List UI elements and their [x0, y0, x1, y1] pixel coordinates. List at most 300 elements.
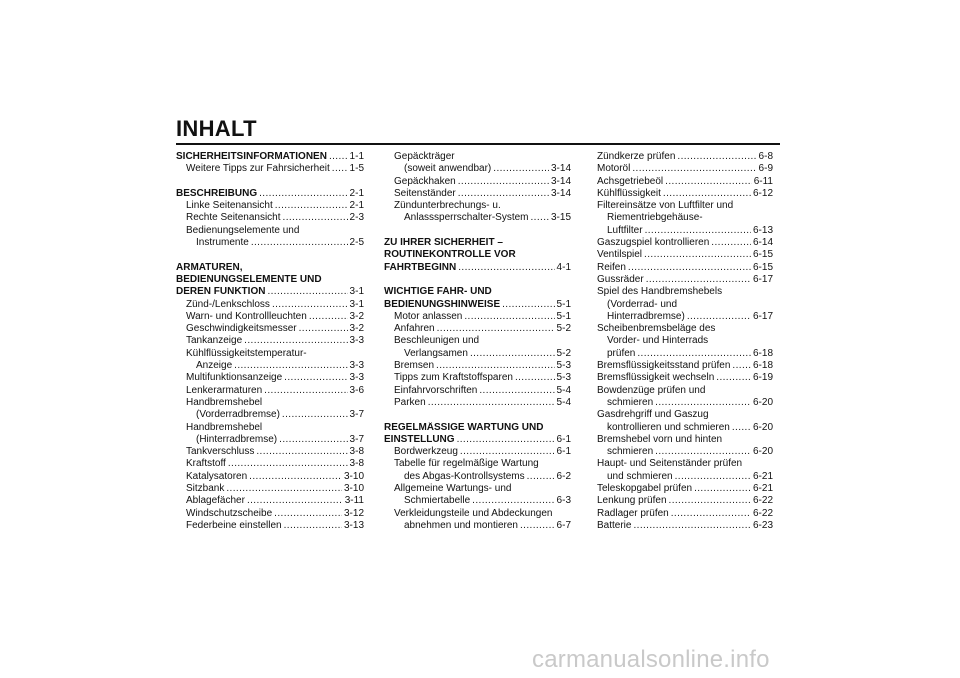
toc-entry-label: Einfahrvorschriften [394, 384, 478, 396]
toc-page-number: 6-7 [556, 519, 571, 531]
toc-entry-label: (Vorderrad- und [607, 298, 678, 310]
toc-entry-label: schmieren [607, 446, 654, 458]
toc-page-number: 4-1 [556, 261, 571, 273]
toc-page-number: 6-13 [752, 224, 773, 236]
toc-page-number: 3-7 [349, 409, 364, 421]
toc-page-number: 5-4 [556, 396, 571, 408]
toc-entry-label: Zünd-/Lenkschloss [186, 298, 270, 310]
toc-entry [597, 409, 773, 421]
toc-entry-label: REGELMÄSSIGE WARTUNG UND [384, 421, 544, 433]
toc-entry[interactable] [384, 520, 571, 532]
toc-page-number: 3-7 [349, 433, 364, 445]
toc-page-number: 3-14 [550, 175, 571, 187]
toc-entry-label: Instrumente [196, 237, 249, 249]
dot-leader [665, 176, 752, 188]
toc-entry[interactable] [176, 372, 364, 384]
watermark-footer: carmanualsonline.info [532, 646, 770, 673]
toc-entry-label: BEDIENUNGSHINWEISE [384, 298, 501, 310]
toc-entry[interactable] [597, 188, 773, 200]
toc-entry[interactable] [176, 434, 364, 446]
toc-entry[interactable] [176, 360, 364, 372]
toc-entry[interactable] [597, 520, 773, 532]
toc-entry[interactable] [384, 323, 571, 335]
toc-page-number: 6-23 [752, 519, 773, 531]
toc-entry-label: Gasdrehgriff und Gaszug [597, 409, 709, 421]
toc-entry-label: Ablagefächer [186, 495, 245, 507]
toc-entry [597, 200, 773, 212]
toc-entry-label: Tankverschluss [186, 446, 255, 458]
dot-leader [436, 360, 555, 372]
toc-entry-label: kontrollieren und schmieren [607, 421, 730, 433]
toc-section-heading[interactable] [176, 188, 364, 200]
dot-leader [460, 446, 555, 458]
toc-entry[interactable] [384, 385, 571, 397]
toc-entry-label: Tabelle für regelmäßige Wartung [394, 458, 539, 470]
toc-entry[interactable] [176, 520, 364, 532]
dot-leader [637, 348, 751, 360]
toc-entry[interactable] [597, 163, 773, 175]
dot-leader [279, 434, 347, 446]
toc-entry [384, 508, 571, 520]
toc-page-number: 6-8 [758, 151, 773, 162]
dot-leader [644, 249, 751, 261]
dot-leader [671, 508, 751, 520]
toc-entry[interactable] [597, 262, 773, 274]
toc-entry-label: Seitenständer [394, 187, 456, 199]
dot-leader [428, 397, 555, 409]
toc-entry-label: Motor anlassen [394, 310, 463, 322]
dot-leader [732, 360, 751, 372]
dot-leader [251, 237, 348, 249]
toc-entry [384, 151, 571, 163]
dot-leader [274, 508, 342, 520]
toc-entry [597, 458, 773, 470]
toc-section-heading[interactable] [384, 299, 571, 311]
toc-entry[interactable] [597, 151, 773, 163]
dot-leader [249, 471, 342, 483]
toc-entry[interactable] [384, 372, 571, 384]
toc-entry-label: Katalysatoren [186, 470, 248, 482]
dot-leader [228, 458, 348, 470]
toc-page-number: 6-15 [752, 261, 773, 273]
toc-entry [384, 458, 571, 470]
toc-entry[interactable] [176, 495, 364, 507]
dot-leader [632, 163, 756, 175]
toc-entry[interactable] [176, 409, 364, 421]
toc-entry [597, 212, 773, 224]
toc-entry [384, 200, 571, 212]
dot-leader [655, 397, 751, 409]
dot-leader [275, 200, 348, 212]
dot-leader [694, 483, 751, 495]
toc-page-number: 6-22 [752, 495, 773, 507]
toc-page-number: 3-14 [550, 163, 571, 175]
toc-entry[interactable] [176, 299, 364, 311]
toc-entry [597, 286, 773, 298]
toc-entry[interactable] [384, 348, 571, 360]
toc-entry[interactable] [597, 249, 773, 261]
toc-entry-label: Verlangsamen [404, 347, 468, 359]
page-title: INHALT [176, 116, 257, 141]
toc-entry[interactable] [597, 360, 773, 372]
toc-entry-label: Verkleidungsteile und Abdeckungen [394, 507, 553, 519]
toc-section-heading[interactable] [384, 262, 571, 274]
dot-leader [329, 151, 348, 163]
dot-leader [493, 163, 549, 175]
toc-entry-label: (soweit anwendbar) [404, 163, 492, 175]
toc-column-1 [176, 151, 364, 532]
toc-page-number: 6-9 [758, 163, 773, 175]
toc-entry-label: Gaszugspiel kontrollieren [597, 237, 710, 249]
toc-entry[interactable] [384, 495, 571, 507]
toc-page-number: 6-3 [556, 495, 571, 507]
toc-page-number: 6-18 [752, 347, 773, 359]
toc-page-number: 6-18 [752, 360, 773, 372]
toc-entry[interactable] [597, 422, 773, 434]
toc-page-number: 3-10 [343, 470, 364, 482]
toc-page-number: 6-2 [556, 470, 571, 482]
toc-entry [176, 225, 364, 237]
toc-section-heading[interactable] [176, 151, 364, 163]
toc-page-number: 3-8 [349, 446, 364, 458]
toc-entry-label: Allgemeine Wartungs- und [394, 483, 512, 495]
toc-entry-label: Filtereinsätze von Luftfilter und [597, 200, 734, 212]
toc-section-heading[interactable] [176, 286, 364, 298]
toc-entry[interactable] [384, 397, 571, 409]
toc-entry-label: Hinterradbremse) [607, 310, 685, 322]
toc-entry-label: Anlasssperrschalter-System [404, 212, 529, 224]
toc-section-heading [384, 237, 571, 249]
toc-spacer [384, 274, 571, 286]
toc-entry-label: Anfahren [394, 323, 435, 335]
toc-entry[interactable] [597, 274, 773, 286]
toc-entry-label: Federbeine einstellen [186, 519, 282, 531]
toc-page-number: 5-3 [556, 372, 571, 384]
toc-entry[interactable] [597, 225, 773, 237]
toc-entry[interactable] [384, 163, 571, 175]
toc-entry [176, 422, 364, 434]
toc-entry[interactable] [176, 385, 364, 397]
toc-entry[interactable] [597, 176, 773, 188]
toc-page-number: 6-20 [752, 446, 773, 458]
toc-entry[interactable] [176, 483, 364, 495]
toc-entry-label: Teleskopgabel prüfen [597, 483, 693, 495]
toc-page-number: 6-20 [752, 421, 773, 433]
toc-page-number: 3-3 [349, 360, 364, 372]
toc-entry-label: Bremsflüssigkeitsstand prüfen [597, 360, 731, 372]
toc-entry-label: Beschleunigen und [394, 335, 480, 347]
toc-page-number: 5-2 [556, 347, 571, 359]
toc-section-heading [176, 262, 364, 274]
dot-leader [655, 446, 751, 458]
toc-entry [597, 299, 773, 311]
dot-leader [283, 212, 348, 224]
dot-leader [284, 372, 347, 384]
dot-leader [530, 212, 549, 224]
dot-leader [502, 299, 554, 311]
toc-entry-label: Schmiertabelle [404, 495, 471, 507]
toc-page-number: 3-3 [349, 372, 364, 384]
toc-entry[interactable] [384, 471, 571, 483]
toc-entry-label: (Vorderradbremse) [196, 409, 280, 421]
toc-entry [597, 323, 773, 335]
toc-page-number: 6-17 [752, 273, 773, 285]
toc-spacer [384, 225, 571, 237]
dot-leader [282, 409, 348, 421]
toc-page-number: 6-19 [752, 372, 773, 384]
toc-entry[interactable] [176, 323, 364, 335]
toc-entry [176, 397, 364, 409]
toc-entry-label: BEDIENUNGSELEMENTE UND [176, 273, 322, 285]
toc-column-2 [384, 151, 571, 532]
toc-entry-label: Reifen [597, 261, 626, 273]
toc-entry-label: des Abgas-Kontrollsystems [404, 470, 525, 482]
toc-page-number: 6-21 [752, 483, 773, 495]
toc-entry[interactable] [384, 311, 571, 323]
dot-leader [479, 385, 554, 397]
toc-entry-label: Anzeige [196, 360, 233, 372]
toc-page-number: 3-2 [349, 323, 364, 335]
toc-page-number: 5-2 [556, 323, 571, 335]
toc-page-number: 3-2 [349, 310, 364, 322]
toc-entry[interactable] [597, 483, 773, 495]
toc-entry-label: WICHTIGE FAHR- UND [384, 286, 492, 298]
toc-entry-label: ARMATUREN, [176, 261, 243, 273]
toc-entry[interactable] [597, 397, 773, 409]
toc-entry [597, 385, 773, 397]
toc-page-number: 2-5 [349, 237, 364, 249]
toc-entry-label: Bowdenzüge prüfen und [597, 384, 706, 396]
toc-entry-label: Achsgetriebeöl [597, 175, 664, 187]
toc-entry [597, 335, 773, 347]
toc-entry-label: Parken [394, 396, 426, 408]
dot-leader [663, 188, 751, 200]
dot-leader [472, 495, 554, 507]
toc-entry-label: Handbremshebel [186, 396, 263, 408]
dot-leader [259, 188, 347, 200]
toc-entry-label: DEREN FUNKTION [176, 286, 266, 298]
toc-entry-label: und schmieren [607, 470, 673, 482]
toc-entry[interactable] [176, 237, 364, 249]
toc-page-number: 5-1 [556, 298, 571, 310]
toc-page-number: 2-3 [349, 212, 364, 224]
dot-leader [677, 151, 756, 163]
toc-entry[interactable] [384, 360, 571, 372]
toc-entry[interactable] [176, 200, 364, 212]
toc-entry-label: Gepäckhaken [394, 175, 456, 187]
toc-entry-label: Kraftstoff [186, 458, 226, 470]
toc-entry[interactable] [176, 335, 364, 347]
toc-entry-label: Lenkerarmaturen [186, 384, 263, 396]
dot-leader [633, 520, 751, 532]
toc-entry [384, 483, 571, 495]
toc-entry-label: Zündkerze prüfen [597, 151, 676, 162]
toc-page-number: 5-3 [556, 360, 571, 372]
toc-entry-label: Kühlflüssigkeit [597, 187, 661, 199]
toc-entry-label: Bremshebel vorn und hinten [597, 433, 723, 445]
toc-page-number: 3-10 [343, 483, 364, 495]
dot-leader [264, 385, 347, 397]
toc-entry-label: Ventilspiel [597, 249, 643, 261]
toc-page-number: 3-14 [550, 187, 571, 199]
dot-leader [267, 286, 347, 298]
toc-entry-label: Bordwerkzeug [394, 446, 458, 458]
toc-entry-label: Weitere Tipps zur Fahrsicherheit [186, 163, 330, 175]
toc-entry-label: FAHRTBEGINN [384, 261, 457, 273]
toc-entry[interactable] [597, 311, 773, 323]
dot-leader [687, 311, 751, 323]
toc-section-heading [384, 286, 571, 298]
dot-leader [309, 311, 348, 323]
toc-entry[interactable] [384, 188, 571, 200]
dot-leader [226, 483, 342, 495]
toc-entry[interactable] [176, 508, 364, 520]
toc-entry-label: Warn- und Kontrollleuchten [186, 310, 307, 322]
toc-entry[interactable] [176, 311, 364, 323]
dot-leader [272, 299, 348, 311]
toc-page-number: 3-12 [343, 507, 364, 519]
toc-page-number: 6-1 [556, 433, 571, 445]
toc-entry-label: abnehmen und montieren [404, 519, 518, 531]
dot-leader [732, 422, 751, 434]
toc-page-number: 3-6 [349, 384, 364, 396]
toc-entry[interactable] [384, 212, 571, 224]
toc-entry-label: BESCHREIBUNG [176, 187, 258, 199]
toc-entry[interactable] [597, 471, 773, 483]
toc-entry[interactable] [597, 508, 773, 520]
dot-leader [458, 262, 554, 274]
toc-entry-label: Multifunktionsanzeige [186, 372, 283, 384]
toc-entry-label: ZU IHRER SICHERHEIT – [384, 237, 503, 249]
dot-leader [515, 372, 555, 384]
toc-entry[interactable] [597, 372, 773, 384]
toc-entry-label: Batterie [597, 519, 632, 531]
toc-page-number: 6-14 [752, 237, 773, 249]
dot-leader [247, 495, 343, 507]
toc-entry[interactable] [176, 446, 364, 458]
toc-entry-label: Sitzbank [186, 483, 225, 495]
toc-entry-label: (Hinterradbremse) [196, 433, 278, 445]
toc-page-number: 3-3 [349, 335, 364, 347]
toc-entry-label: SICHERHEITSINFORMATIONEN [176, 151, 327, 162]
toc-section-heading [384, 249, 571, 261]
toc-entry-label: Haupt- und Seitenständer prüfen [597, 458, 743, 470]
toc-entry-label: Rechte Seitenansicht [186, 212, 281, 224]
dot-leader [458, 188, 549, 200]
toc-entry[interactable] [597, 348, 773, 360]
toc-section-heading[interactable] [384, 434, 571, 446]
toc-page-number: 1-1 [349, 151, 364, 162]
toc-entry-label: Gussräder [597, 273, 644, 285]
toc-entry-label: Spiel des Handbremshebels [597, 286, 723, 298]
toc-page-number: 6-20 [752, 396, 773, 408]
toc-entry-label: Tipps zum Kraftstoffsparen [394, 372, 513, 384]
dot-leader [234, 360, 347, 372]
toc-page-number: 2-1 [349, 200, 364, 212]
dot-leader [299, 323, 348, 335]
toc-page-number: 6-21 [752, 470, 773, 482]
toc-page-number: 6-1 [556, 446, 571, 458]
dot-leader [457, 434, 555, 446]
toc-entry-label: Linke Seitenansicht [186, 200, 273, 212]
toc-entry-label: Geschwindigkeitsmesser [186, 323, 297, 335]
dot-leader [527, 471, 555, 483]
toc-page-number: 1-5 [349, 163, 364, 175]
dot-leader [244, 335, 347, 347]
toc-page-number: 5-1 [556, 310, 571, 322]
toc-entry[interactable] [597, 237, 773, 249]
dot-leader [711, 237, 751, 249]
dot-leader [669, 495, 751, 507]
toc-page-number: 6-17 [752, 310, 773, 322]
toc-column-3 [597, 151, 773, 532]
toc-entry-label: Gepäckträger [394, 151, 455, 162]
toc-entry[interactable] [597, 495, 773, 507]
toc-entry-label: Luftfilter [607, 224, 643, 236]
dot-leader [464, 311, 554, 323]
toc-entry-label: prüfen [607, 347, 636, 359]
toc-entry-label: Handbremshebel [186, 421, 263, 433]
toc-entry-label: Motoröl [597, 163, 631, 175]
toc-page-number: 3-15 [550, 212, 571, 224]
toc-entry-label: Bremsen [394, 360, 435, 372]
toc-page-number: 3-13 [343, 519, 364, 531]
dot-leader [437, 323, 555, 335]
toc-page-number: 6-22 [752, 507, 773, 519]
toc-entry-label: Bremsflüssigkeit wechseln [597, 372, 715, 384]
toc-entry [384, 335, 571, 347]
toc-page-number: 3-1 [349, 286, 364, 298]
dot-leader [646, 274, 751, 286]
toc-page-number: 6-12 [752, 187, 773, 199]
toc-entry-label: Bedienungselemente und [186, 224, 300, 236]
toc-entry[interactable] [384, 176, 571, 188]
toc-section-heading [176, 274, 364, 286]
toc-entry-label: ROUTINEKONTROLLE VOR [384, 249, 516, 261]
toc-page-number: 2-1 [349, 187, 364, 199]
toc-page-number: 5-4 [556, 384, 571, 396]
dot-leader [458, 176, 549, 188]
toc-entry-label: Scheibenbremsbeläge des [597, 323, 716, 335]
dot-leader [520, 520, 555, 532]
toc-page-number: 3-8 [349, 458, 364, 470]
toc-entry[interactable] [176, 458, 364, 470]
toc-entry[interactable] [384, 446, 571, 458]
dot-leader [675, 471, 751, 483]
toc-entry[interactable] [176, 163, 364, 175]
toc-entry-label: Vorder- und Hinterrads [607, 335, 709, 347]
toc-page-number: 6-15 [752, 249, 773, 261]
toc-section-heading [384, 422, 571, 434]
toc-entry-label: EINSTELLUNG [384, 433, 455, 445]
dot-leader [332, 163, 348, 175]
toc-entry[interactable] [176, 212, 364, 224]
toc-entry[interactable] [597, 446, 773, 458]
dot-leader [628, 262, 751, 274]
dot-leader [470, 348, 555, 360]
toc-entry[interactable] [176, 471, 364, 483]
toc-entry [597, 434, 773, 446]
dot-leader [256, 446, 347, 458]
toc-entry-label: Kühlflüssigkeitstemperatur- [186, 347, 307, 359]
toc-spacer [176, 249, 364, 261]
toc-page-number: 3-11 [344, 495, 364, 507]
dot-leader [645, 225, 751, 237]
toc-entry-label: Zündunterbrechungs- u. [394, 200, 501, 212]
toc-entry-label: Tankanzeige [186, 335, 243, 347]
toc-entry-label: Windschutzscheibe [186, 507, 273, 519]
dot-leader [284, 520, 342, 532]
